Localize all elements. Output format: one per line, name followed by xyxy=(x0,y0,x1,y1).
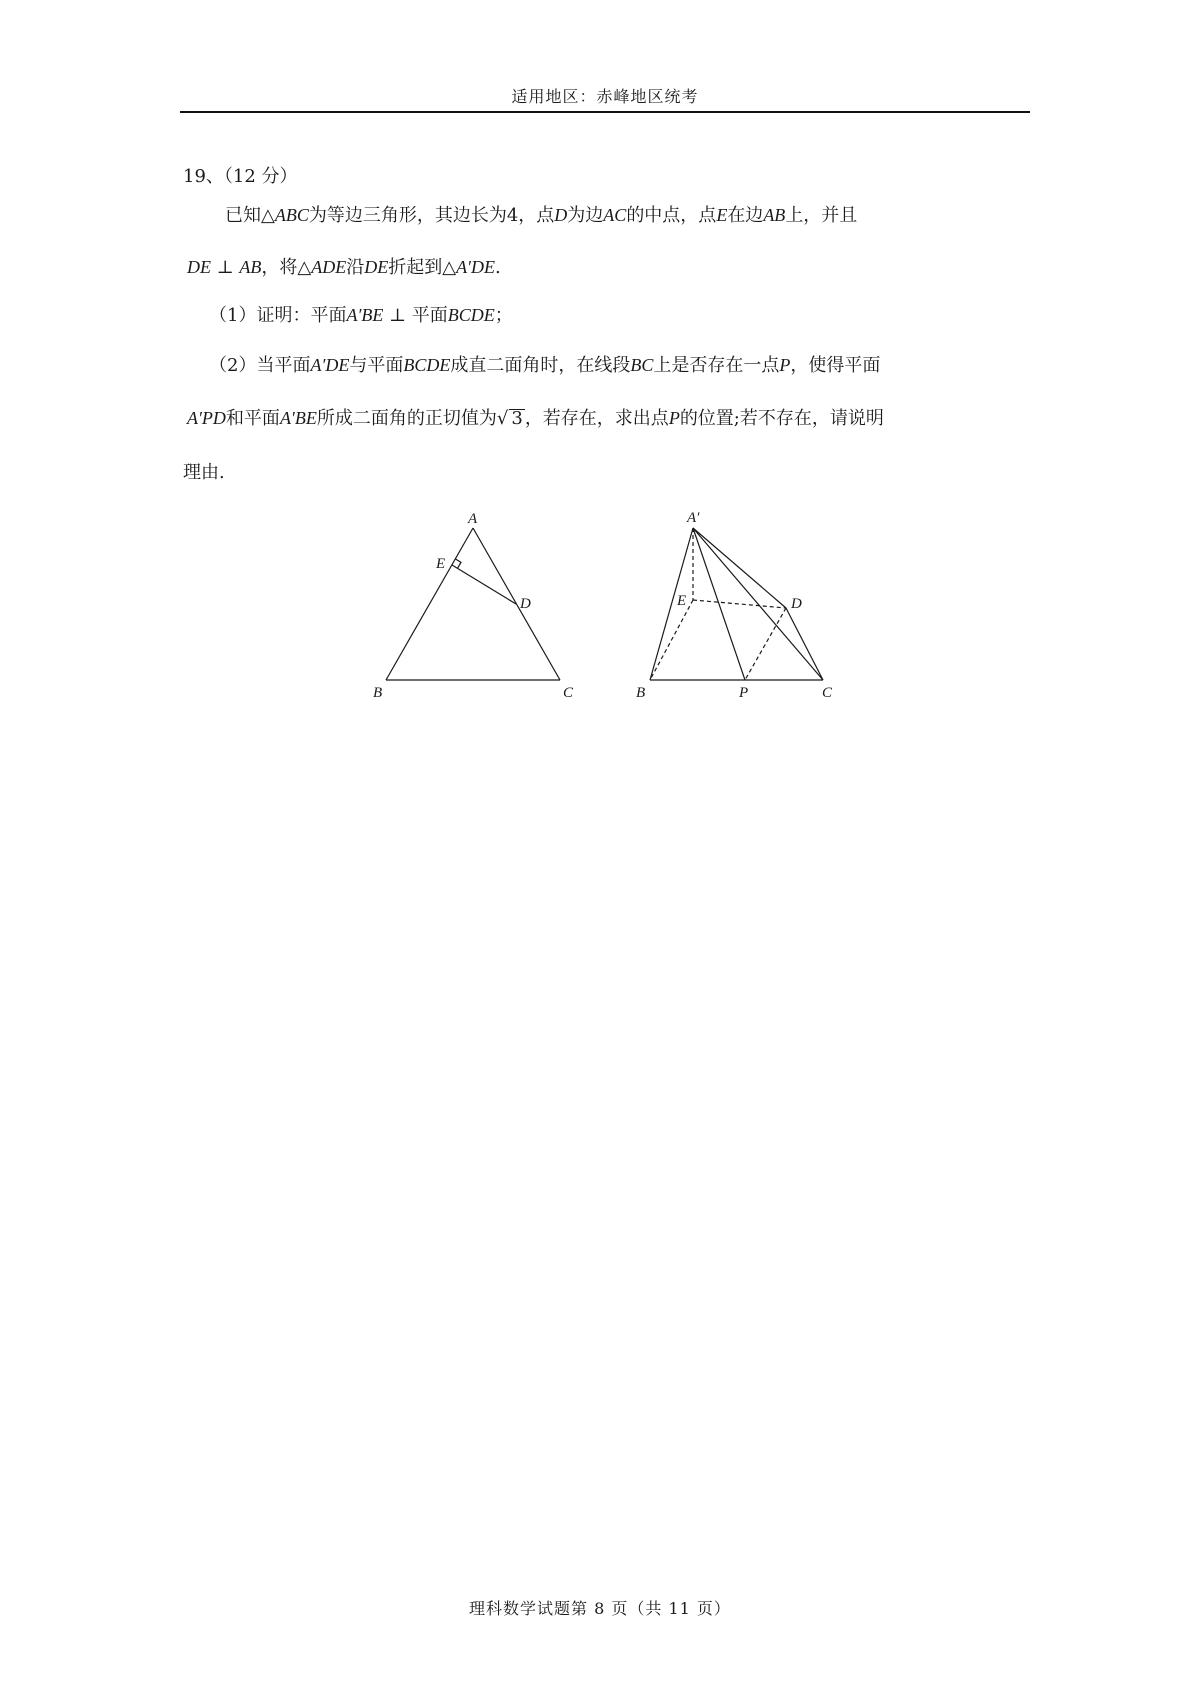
text: ，将 xyxy=(261,257,298,278)
text: . xyxy=(495,257,501,278)
math-ade: ADE xyxy=(311,257,347,277)
sqrt-value: 3 xyxy=(511,408,523,429)
geometry-figure xyxy=(370,505,850,709)
text: 成直二面角时，在线段 xyxy=(450,355,631,376)
text: ，点 xyxy=(518,205,555,226)
text: 所成二面角的正切值为 xyxy=(316,408,497,429)
text: 平面 xyxy=(411,305,448,326)
label-b: B xyxy=(373,685,383,701)
question-number: 19、（12 分） xyxy=(183,166,298,187)
label-e: E xyxy=(677,593,687,609)
math-a-prime-pd: A′PD xyxy=(187,408,226,428)
label-p: P xyxy=(739,685,749,701)
question-part-2-line-3: 理由. xyxy=(183,462,225,483)
math-a-prime-de: A′DE xyxy=(456,257,495,277)
text: ，若存在，求出点 xyxy=(524,408,669,429)
text: 为边 xyxy=(567,205,604,226)
edge-a-prime-b xyxy=(650,528,693,680)
text: 上是否存在一点 xyxy=(653,355,780,376)
question-part-2-line-2 xyxy=(187,405,1032,432)
edge-ed xyxy=(693,600,786,608)
math-d: D xyxy=(554,205,568,225)
math-a-prime-be: A′BE xyxy=(279,408,317,428)
text: 和平面 xyxy=(225,408,280,429)
text: 的位置;若不存在，请说明 xyxy=(679,408,884,429)
edge-dp xyxy=(745,608,786,680)
edge-de xyxy=(452,565,516,604)
math-ab: AB xyxy=(239,257,262,277)
math-de: DE xyxy=(187,257,211,277)
page-footer: 理科数学试题第 8 页（共 11 页） xyxy=(469,1599,731,1618)
geometry-svg xyxy=(370,505,850,705)
text: ； xyxy=(494,305,513,326)
math-a-prime-be: A′BE xyxy=(346,305,384,325)
text: （1）证明：平面 xyxy=(209,305,347,326)
math-p: P xyxy=(779,355,791,375)
folded-pyramid-labels xyxy=(636,510,833,701)
label-c: C xyxy=(822,685,833,701)
text: （2）当平面 xyxy=(209,355,311,376)
triangle-symbol: △ xyxy=(261,205,275,226)
text: ，使得平面 xyxy=(790,355,881,376)
flat-triangle-diagram xyxy=(386,528,560,680)
label-a-prime: A′ xyxy=(687,510,700,526)
edge-ac xyxy=(473,528,560,680)
text: 沿 xyxy=(346,257,365,278)
perp-symbol: ⊥ xyxy=(383,305,412,326)
text: 为等边三角形，其边长为 xyxy=(308,205,507,226)
side-length: 4 xyxy=(506,205,519,226)
label-e: E xyxy=(436,556,446,572)
question-part-2-line-1 xyxy=(209,352,1054,379)
math-a-prime-de: A′DE xyxy=(310,355,350,375)
text: 在边 xyxy=(727,205,764,226)
question-intro-line-1 xyxy=(225,202,1070,229)
label-d: D xyxy=(520,596,531,612)
right-angle-mark xyxy=(456,559,462,568)
math-e: E xyxy=(716,205,728,225)
text: 与平面 xyxy=(349,355,404,376)
question-part-1 xyxy=(209,302,1054,329)
header-divider xyxy=(180,111,1030,113)
edge-eb xyxy=(650,600,693,680)
perp-symbol: ⊥ xyxy=(211,257,240,278)
edge-ab xyxy=(386,528,473,680)
math-bc: BC xyxy=(630,355,654,375)
flat-triangle-labels xyxy=(373,511,574,701)
sqrt-sign: √ xyxy=(496,408,509,429)
math-p: P xyxy=(668,408,680,428)
text: 折起到 xyxy=(388,257,443,278)
text: 已知 xyxy=(225,205,261,226)
triangle-symbol: △ xyxy=(297,257,312,278)
math-bcde: BCDE xyxy=(403,355,451,375)
label-b: B xyxy=(636,685,646,701)
text: 上，并且 xyxy=(785,205,858,226)
math-ab: AB xyxy=(763,205,786,225)
label-c: C xyxy=(563,685,574,701)
math-ac: AC xyxy=(603,205,627,225)
label-d: D xyxy=(791,596,802,612)
text: 的中点，点 xyxy=(626,205,717,226)
label-a: A xyxy=(468,511,478,527)
triangle-symbol: △ xyxy=(442,257,457,278)
math-abc: ABC xyxy=(274,205,309,225)
question-intro-line-2 xyxy=(187,254,1032,281)
math-de: DE xyxy=(364,257,389,277)
math-bcde: BCDE xyxy=(447,305,495,325)
page-header: 适用地区：赤峰地区统考 xyxy=(511,87,699,106)
